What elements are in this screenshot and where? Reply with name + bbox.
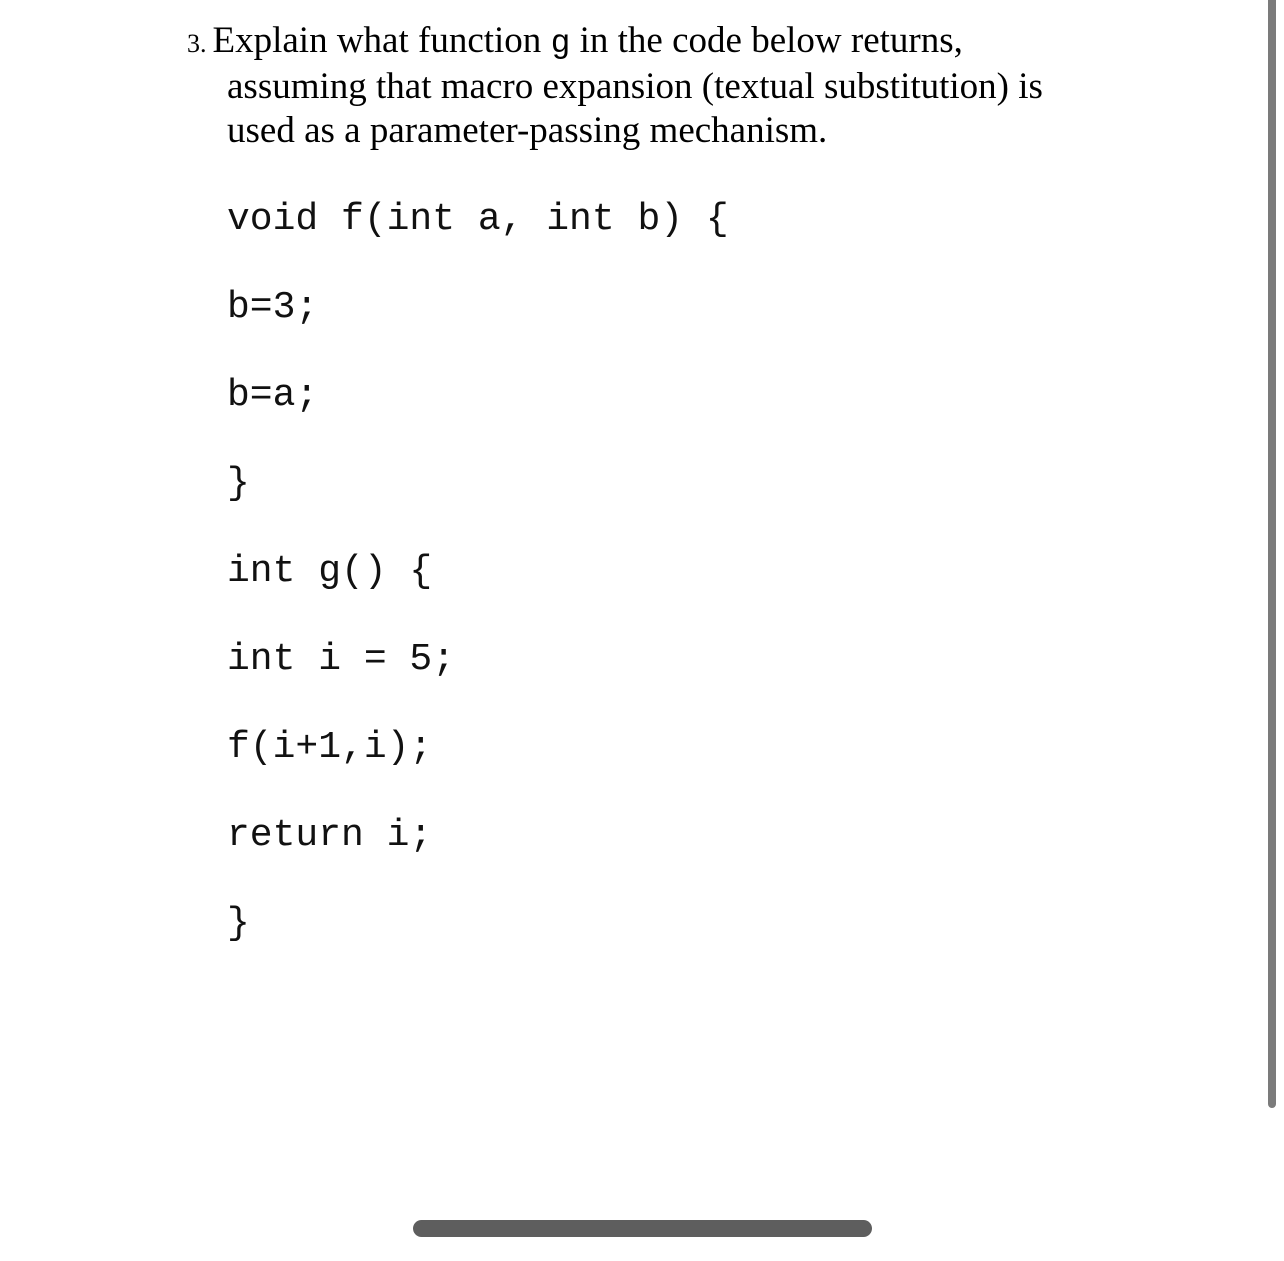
question-text [187, 18, 1087, 154]
question-text-part: in the code below returns, [579, 20, 963, 61]
code-line: b=3; [227, 286, 319, 329]
code-line: return i; [227, 814, 433, 857]
code-line: void f(int a, int b) { [227, 198, 729, 241]
code-line: b=a; [227, 374, 319, 417]
code-line: } [227, 462, 250, 505]
code-line: f(i+1,i); [227, 726, 433, 769]
vertical-scrollbar[interactable] [1268, 0, 1276, 1108]
code-block [227, 196, 729, 988]
question-text-part: Explain what function [212, 20, 542, 61]
code-line: int i = 5; [227, 638, 456, 681]
code-line: } [227, 902, 250, 945]
question-line-1 [187, 18, 1087, 64]
question-line-3: used as a parameter-passing mechanism. [227, 110, 828, 151]
question-number: 3. [187, 29, 207, 58]
code-line: int g() { [227, 550, 433, 593]
question-line-2: assuming that macro expansion (textual substitution) is [227, 66, 1043, 107]
home-indicator[interactable] [413, 1220, 872, 1237]
function-name: g [550, 25, 571, 62]
